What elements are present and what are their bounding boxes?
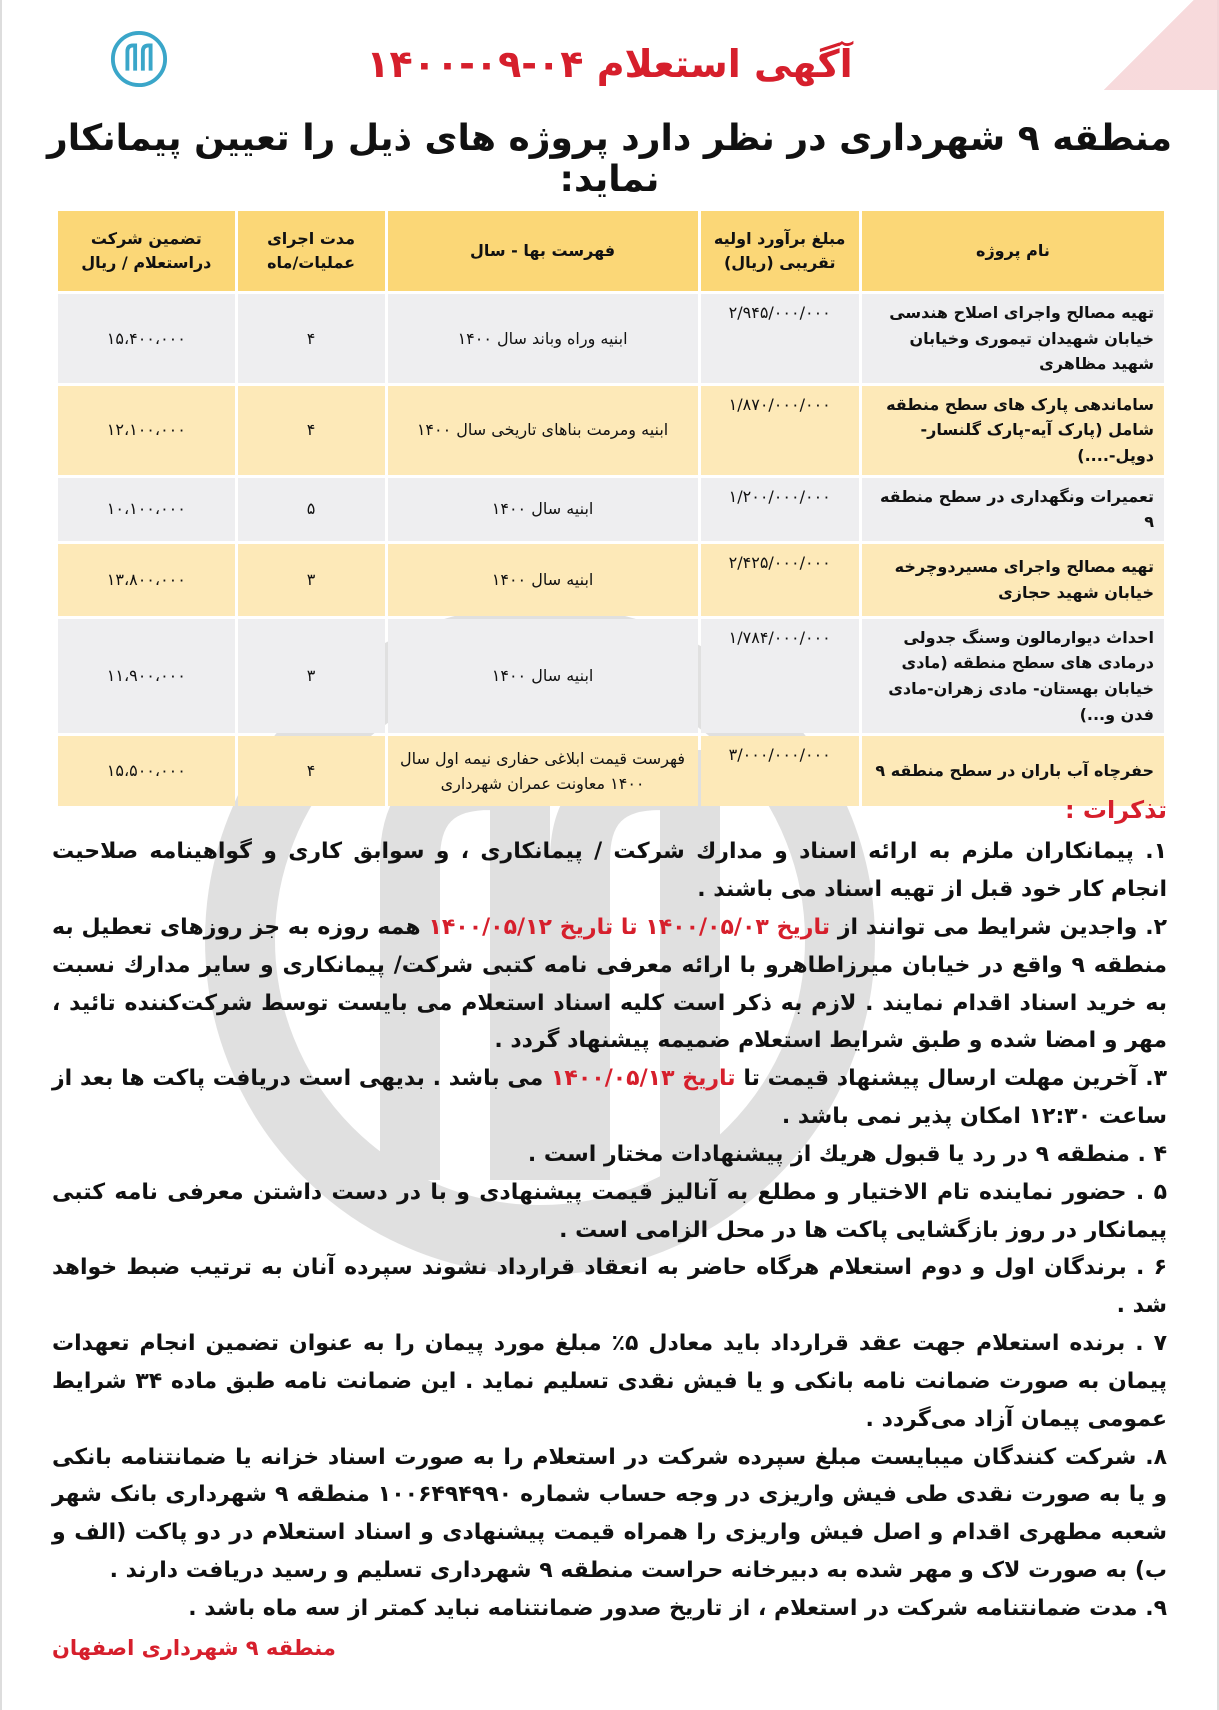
project-amount: ۱/۷۸۴/۰۰۰/۰۰۰ — [701, 619, 859, 733]
project-amount: ۲/۹۴۵/۰۰۰/۰۰۰ — [701, 294, 859, 383]
notes-section — [52, 790, 1167, 1628]
project-name: احداث دیوارمالون وسنگ جدولی درمادی های سطح منطقه (مادی خیابان بهستان- مادی زهران-مادی فدن و...) — [862, 619, 1164, 733]
announcement-title: آگهی استعلام ۰۴-۰۹-۱۴۰۰ — [366, 42, 853, 86]
project-amount: ۱/۲۰۰/۰۰۰/۰۰۰ — [701, 478, 859, 541]
project-price-list: ابنیه وراه وباند سال ۱۴۰۰ — [388, 294, 698, 383]
announcement-subtitle: منطقه ۹ شهرداری در نظر دارد پروژه های ذیل را تعیین پیمانکار نماید: — [46, 118, 1173, 200]
note-3-start: ۳. آخرین مهلت ارسال پیشنهاد قیمت تا — [743, 1066, 1168, 1092]
note-5: ۵ . حضور نماینده تام الاختیار و مطلع به آنالیز قیمت پیشنهادی و با در دست داشتن معرفی نامه کتبی پیمانکار در روز بازگشایی پاکت ها در محل الزامی است . — [52, 1179, 1167, 1243]
project-price-list: ابنیه سال ۱۴۰۰ — [388, 619, 698, 733]
project-amount: ۲/۴۲۵/۰۰۰/۰۰۰ — [701, 544, 859, 616]
project-guarantee: ۱۰،۱۰۰،۰۰۰ — [58, 478, 235, 541]
col-header-guarantee: تضمین شرکت دراستعلام / ریال — [58, 211, 235, 291]
table-header-row — [58, 211, 1164, 291]
project-duration: ۴ — [238, 386, 385, 475]
note-3-date: تاریخ ۱۴۰۰/۰۵/۱۳ — [551, 1066, 736, 1092]
note-7: ۷ . برنده استعلام جهت عقد قرارداد باید معادل ۵٪ مبلغ مورد پیمان را به عنوان تضمین انجام تعهدات پیمان به صورت ضمانت نامه بانکی و یا فیش نقدی تسلیم نماید . این ضمانت نامه طبق ماده ۳۴ شرایط عمومی پیمان آزاد می‌گردد . — [52, 1331, 1167, 1432]
note-4: ۴ . منطقه ۹ در رد یا قبول هریك از پیشنهادات مختار است . — [527, 1141, 1167, 1167]
table-row — [58, 544, 1164, 616]
project-name: تهیه مصالح واجرای مسیردوچرخه خیابان شهید حجازی — [862, 544, 1164, 616]
table-row — [58, 478, 1164, 541]
footer-signature: منطقه ۹ شهرداری اصفهان — [52, 1636, 336, 1660]
project-guarantee: ۱۳،۸۰۰،۰۰۰ — [58, 544, 235, 616]
project-price-list: ابنیه سال ۱۴۰۰ — [388, 478, 698, 541]
project-amount: ۳/۰۰۰/۰۰۰/۰۰۰ — [701, 736, 859, 806]
col-header-duration: مدت اجرای عملیات/ماه — [238, 211, 385, 291]
project-duration: ۳ — [238, 544, 385, 616]
project-name: حفرچاه آب باران در سطح منطقه ۹ — [862, 736, 1164, 806]
projects-table — [55, 208, 1167, 809]
project-amount: ۱/۸۷۰/۰۰۰/۰۰۰ — [701, 386, 859, 475]
note-8: ۸. شرکت کنندگان میبایست مبلغ سپرده شرکت در استعلام را به صورت اسناد خزانه یا ضمانتنامه بانکی و یا به صورت نقدی طی فیش واریزی در وجه حساب شماره ۱۰۰۶۴۹۴۹۹۰ منطقه ۹ شهرداری بانک شهر شعبه مطهری اقدام و اصل فیش واریزی را همراه قیمت پیشنهادی و اسناد استعلام در دو پاکت (الف و ب) به صورت لاک و مهر شده به دبیرخانه حراست منطقه ۹ شهرداری تسلیم و رسید دریافت دارند . — [52, 1444, 1168, 1583]
project-price-list: ابنیه سال ۱۴۰۰ — [388, 544, 698, 616]
table-row — [58, 294, 1164, 383]
project-duration: ۴ — [238, 294, 385, 383]
project-price-list: ابنیه ومرمت بناهای تاریخی سال ۱۴۰۰ — [388, 386, 698, 475]
table-row — [58, 386, 1164, 475]
project-guarantee: ۱۱،۹۰۰،۰۰۰ — [58, 619, 235, 733]
project-guarantee: ۱۵،۵۰۰،۰۰۰ — [58, 736, 235, 806]
project-name: تهیه مصالح واجرای اصلاح هندسی خیابان شهیدان تیموری وخیابان شهید مظاهری — [862, 294, 1164, 383]
project-duration: ۵ — [238, 478, 385, 541]
note-2 — [52, 909, 1167, 1060]
col-header-name: نام پروژه — [862, 211, 1164, 291]
project-duration: ۴ — [238, 736, 385, 806]
notes-title: تذکرات : — [1064, 796, 1167, 824]
project-guarantee: ۱۵،۴۰۰،۰۰۰ — [58, 294, 235, 383]
project-name: تعمیرات ونگهداری در سطح منطقه ۹ — [862, 478, 1164, 541]
project-duration: ۳ — [238, 619, 385, 733]
project-guarantee: ۱۲،۱۰۰،۰۰۰ — [58, 386, 235, 475]
table-row — [58, 619, 1164, 733]
project-name: ساماندهی پارک های سطح منطقه شامل (پارک آیه-پارک گلنسار-دوپل-....) — [862, 386, 1164, 475]
note-2-start: ۲. واجدین شرایط می توانند از — [837, 914, 1167, 940]
project-price-list: فهرست قیمت ابلاغی حفاری نیمه اول سال ۱۴۰۰ معاونت عمران شهرداری — [388, 736, 698, 806]
note-3-end: می باشد . بدیهی است دریافت پاکت ها بعد از ساعت ۱۲:۳۰ امکان پذیر نمی باشد . — [52, 1066, 1167, 1130]
note-2-end: همه روزه به جز روزهای تعطیل به منطقه ۹ واقع در خیابان میرزاطاهرو با ارائه معرفی نامه کتبی شرکت/ پیمانکاری و سایر مدارك نسبت به خرید اسناد اقدام نمایند . لازم به ذکر است کلیه اسناد استعلام می بایست توسط شرکت‌کننده تائید ، مهر و امضا شده و طبق شرایط استعلام ضمیمه پیشنهاد گردد . — [52, 914, 1167, 1054]
note-3 — [52, 1060, 1167, 1136]
note-2-date: تاریخ ۱۴۰۰/۰۵/۰۳ تا تاریخ ۱۴۰۰/۰۵/۱۲ — [428, 914, 830, 940]
note-1: ۱. پیمانکاران ملزم به ارائه اسناد و مدارك شرکت / پیمانکاری ، و سوابق کاری و گواهینامه صلاحیت انجام کار خود قبل از تهیه اسناد می باشند . — [52, 839, 1167, 903]
note-6: ۶ . برندگان اول و دوم استعلام هرگاه حاضر به انعقاد قرارداد نشوند سپرده آنان به ترتیب ضبط خواهد شد . — [52, 1255, 1167, 1319]
note-9: ۹. مدت ضمانتنامه شرکت در استعلام ، از تاریخ صدور ضمانتنامه نباید کمتر از سه ماه باشد . — [188, 1595, 1167, 1621]
col-header-list: فهرست بها - سال — [388, 211, 698, 291]
col-header-amount: مبلغ برآورد اولیه تقریبی (ریال) — [701, 211, 859, 291]
